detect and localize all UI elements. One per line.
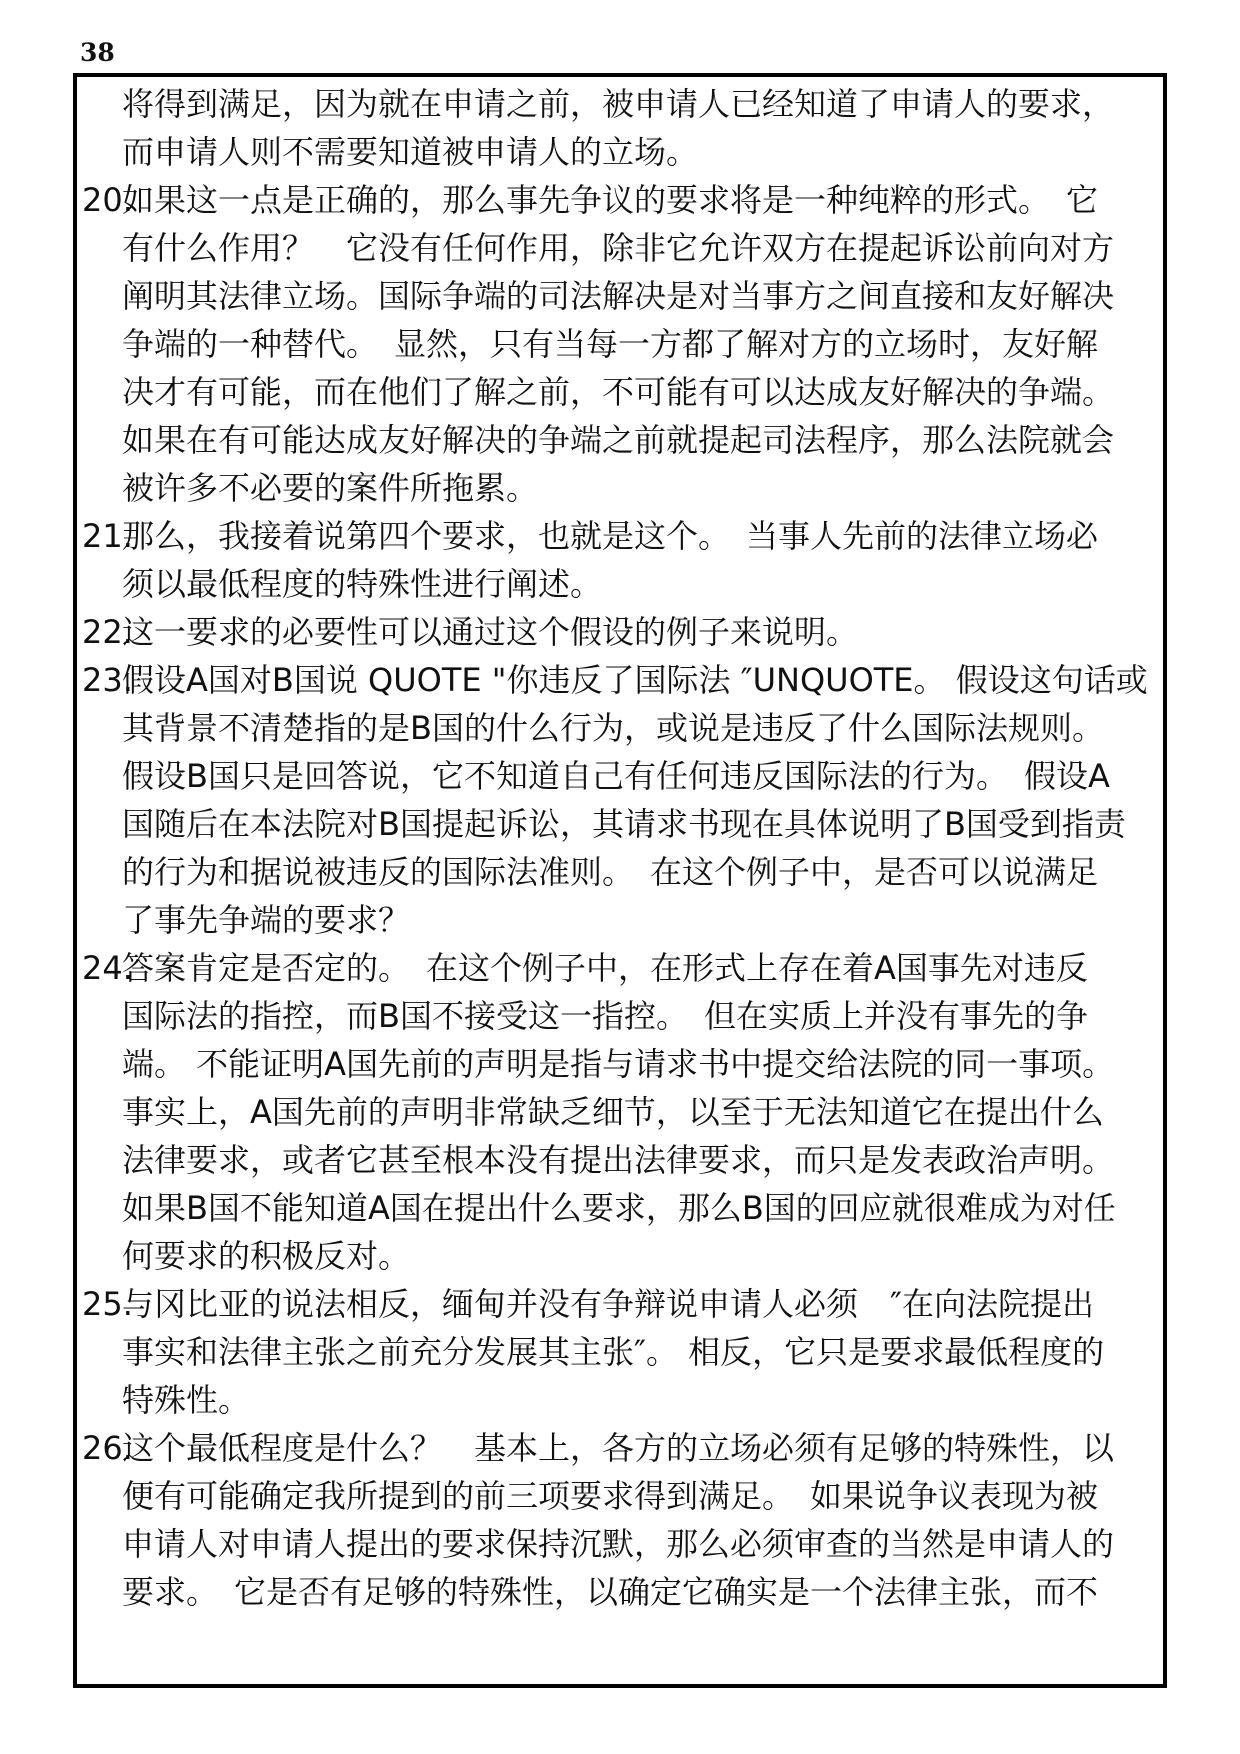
line-text: 将得到满足，因为就在申请之前，被申请人已经知道了申请人的要求， [122, 85, 1115, 123]
paragraph-line [122, 464, 1162, 512]
line-text: 何要求的积极反对。 [122, 1237, 411, 1275]
line-text: 这一要求的必要性可以通过这个假设的例子来说明。 [122, 613, 859, 651]
line-text: 国随后在本法院对B国提起诉讼，其请求书现在具体说明了B国受到指责 [122, 805, 1126, 843]
paragraph [122, 80, 1162, 176]
paragraph-line [122, 1088, 1162, 1136]
paragraph-line [82, 176, 1162, 224]
paragraph-line [122, 272, 1162, 320]
line-text: 特殊性。 [122, 1381, 251, 1419]
paragraph [82, 176, 1162, 512]
line-text: 的行为和据说被违反的国际法准则。 在这个例子中，是否可以说满足 [122, 853, 1099, 891]
line-text: 答案肯定是否定的。 在这个例子中，在形式上存在着A国事先对违反 [122, 949, 1088, 987]
paragraph [82, 1280, 1162, 1424]
paragraph-line [82, 944, 1162, 992]
line-text: 假设B国只是回答说，它不知道自己有任何违反国际法的行为。 假设A [122, 757, 1110, 795]
paragraph-line [122, 320, 1162, 368]
page-number: 38 [80, 38, 115, 67]
paragraph [82, 512, 1162, 608]
line-text: 而申请人则不需要知道被申请人的立场。 [122, 133, 699, 171]
paragraph-line [122, 896, 1162, 944]
line-text: 与冈比亚的说法相反，缅甸并没有争辩说申请人必须 ″在向法院提出 [122, 1285, 1094, 1323]
paragraph-number: 20. [82, 181, 133, 219]
paragraph-line [122, 848, 1162, 896]
paragraph-number: 24. [82, 949, 133, 987]
paragraph-line [122, 1376, 1162, 1424]
paragraph-number: 22. [82, 613, 133, 651]
paragraph-line [122, 1232, 1162, 1280]
paragraph-line [122, 1568, 1162, 1616]
paragraph-line [82, 608, 1162, 656]
paragraph-line [122, 1136, 1162, 1184]
line-text: 如果这一点是正确的，那么事先争议的要求将是一种纯粹的形式。 它 [122, 181, 1099, 219]
line-text: 有什么作用？ 它没有任何作用，除非它允许双方在提起诉讼前向对方 [122, 229, 1115, 267]
line-text: 端。 不能证明A国先前的声明是指与请求书中提交给法院的同一事项。 [122, 1045, 1115, 1083]
paragraph-number: 21. [82, 517, 133, 555]
paragraph-line [122, 1472, 1162, 1520]
line-text: 事实和法律主张之前充分发展其主张″。 相反，它只是要求最低程度的 [122, 1333, 1105, 1371]
line-text: 那么，我接着说第四个要求，也就是这个。 当事人先前的法律立场必 [122, 517, 1099, 555]
line-text: 决才有可能，而在他们了解之前，不可能有可以达成友好解决的争端。 [122, 373, 1115, 411]
paragraph-line [82, 1280, 1162, 1328]
paragraph [82, 1424, 1162, 1616]
paragraph-line [122, 128, 1162, 176]
paragraph-line [122, 368, 1162, 416]
paragraph-number: 25. [82, 1285, 133, 1323]
paragraph-line [122, 1040, 1162, 1088]
paragraph [82, 944, 1162, 1280]
paragraph [82, 608, 1162, 656]
paragraph-line [82, 512, 1162, 560]
paragraph-line [122, 992, 1162, 1040]
line-text: 要求。 它是否有足够的特殊性，以确定它确实是一个法律主张，而不 [122, 1573, 1099, 1611]
line-text: 阐明其法律立场。国际争端的司法解决是对当事方之间直接和友好解决 [122, 277, 1115, 315]
paragraph-line [122, 224, 1162, 272]
line-text: 其背景不清楚指的是B国的什么行为，或说是违反了什么国际法规则。 [122, 709, 1104, 747]
paragraph-number: 23. [82, 661, 133, 699]
paragraph-number: 26. [82, 1429, 133, 1467]
line-text: 须以最低程度的特殊性进行阐述。 [122, 565, 603, 603]
paragraph-line [122, 752, 1162, 800]
paragraph-line [122, 800, 1162, 848]
line-text: 如果在有可能达成友好解决的争端之前就提起司法程序，那么法院就会 [122, 421, 1115, 459]
paragraph-line [122, 560, 1162, 608]
paragraph-line [122, 1520, 1162, 1568]
paragraph-line [122, 704, 1162, 752]
line-text: 这个最低程度是什么？ 基本上，各方的立场必须有足够的特殊性，以 [122, 1429, 1115, 1467]
line-text: 事实上，A国先前的声明非常缺乏细节，以至于无法知道它在提出什么 [122, 1093, 1104, 1131]
line-text: 便有可能确定我所提到的前三项要求得到满足。 如果说争议表现为被 [122, 1477, 1099, 1515]
paragraph-line [122, 80, 1162, 128]
paragraph-line [122, 1328, 1162, 1376]
line-text: 了事先争端的要求？ [122, 901, 411, 939]
paragraph-line [82, 656, 1162, 704]
paragraph-line [82, 1424, 1162, 1472]
line-text: 国际法的指控，而B国不接受这一指控。 但在实质上并没有事先的争 [122, 997, 1088, 1035]
line-text: 被许多不必要的案件所拖累。 [122, 469, 539, 507]
line-text: 争端的一种替代。 显然，只有当每一方都了解对方的立场时，友好解 [122, 325, 1099, 363]
line-text: 法律要求，或者它甚至根本没有提出法律要求，而只是发表政治声明。 [122, 1141, 1115, 1179]
line-text: 如果B国不能知道A国在提出什么要求，那么B国的回应就很难成为对任 [122, 1189, 1116, 1227]
paragraph-line [122, 1184, 1162, 1232]
paragraph-line [122, 416, 1162, 464]
line-text: 申请人对申请人提出的要求保持沉默，那么必须审查的当然是申请人的 [122, 1525, 1115, 1563]
line-text: 假设A国对B国说 QUOTE "你违反了国际法 ″UNQUOTE。 假设这句话或 [122, 661, 1148, 699]
paragraph [82, 656, 1162, 944]
